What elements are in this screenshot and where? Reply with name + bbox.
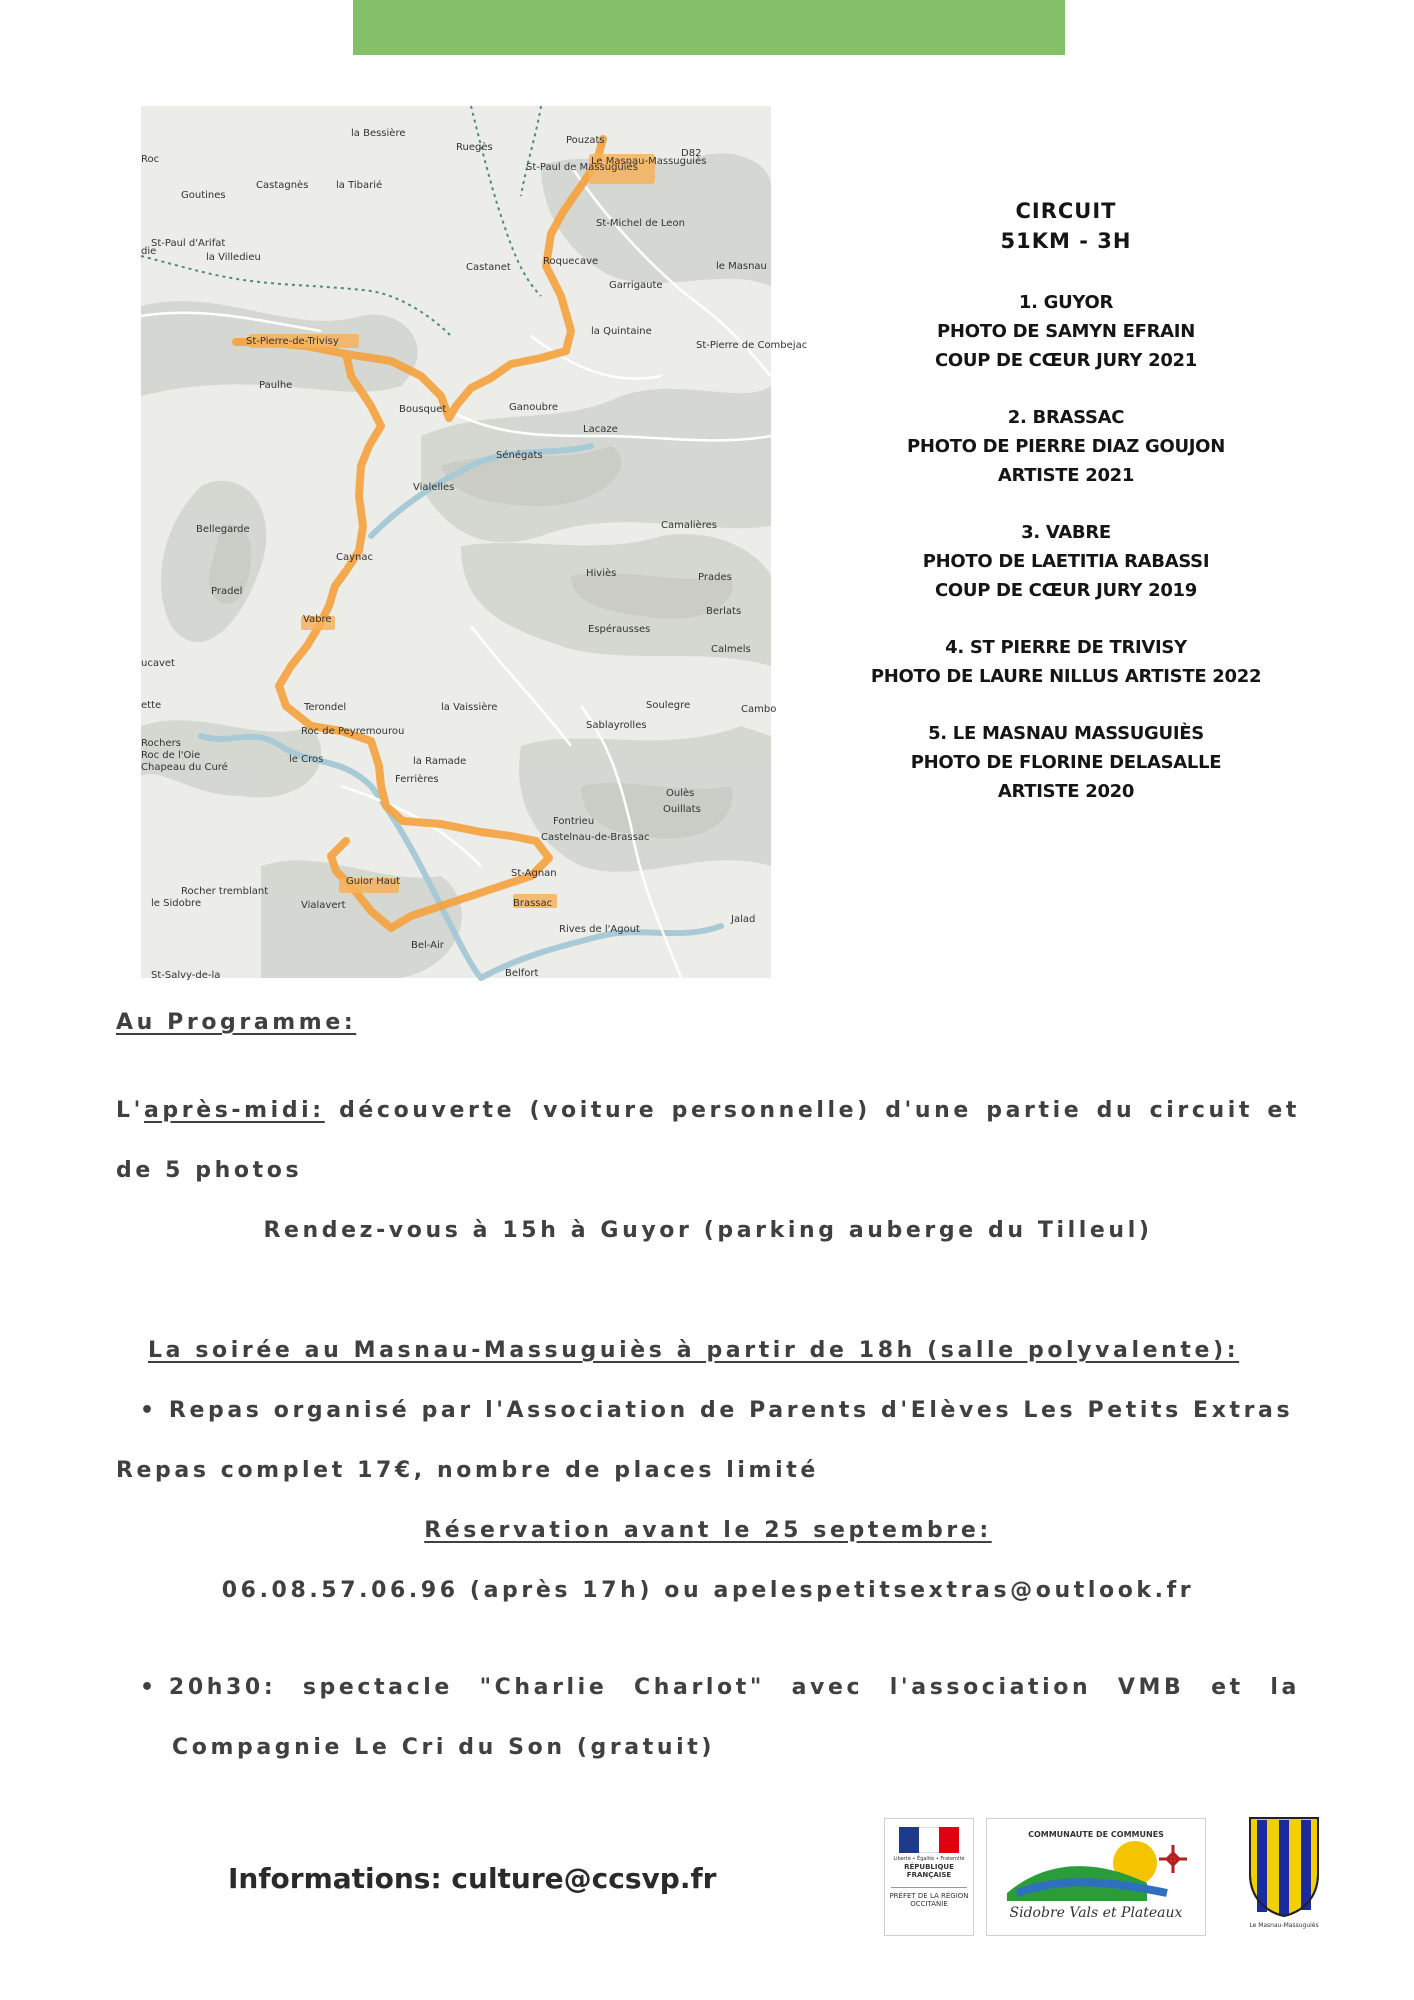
stop-photo: PHOTO DE SAMYN EFRAIN (937, 321, 1195, 342)
circuit-stop-5 (836, 719, 1296, 806)
map-place-label: Rives de l'Agout (559, 924, 640, 935)
masnau-coat-of-arms (1244, 1814, 1324, 1938)
show-word: avec (791, 1675, 864, 1700)
informations-line: Informations: culture@ccsvp.fr (228, 1862, 717, 1895)
show-word: • 20h30: (140, 1675, 277, 1700)
map-place-label: Ferrières (395, 774, 439, 785)
stop-name: 5. LE MASNAU MASSUGUIÈS (928, 723, 1204, 744)
map-place-label: Ganoubre (509, 402, 559, 413)
map-place-label: Chapeau du Curé (141, 762, 228, 773)
map-place-label: Bel-Air (411, 940, 444, 951)
reservation-line (116, 1518, 1300, 1543)
circuit-list (836, 196, 1296, 806)
map-place-label: la Bessière (351, 128, 406, 139)
ccsvp-name: Sidobre Vals et Plateaux (1009, 1905, 1183, 1921)
show-word: VMB (1117, 1675, 1185, 1700)
map-place-label: le Masnau (716, 261, 767, 272)
show-word: Charlot" (634, 1675, 765, 1700)
map-place-label: ette (141, 700, 162, 711)
rf-name: RÉPUBLIQUE FRANÇAISE (904, 1863, 954, 1879)
map-place-label: Goutines (181, 190, 226, 201)
map-place-label: Espérausses (588, 624, 651, 635)
map-place-label: St-Pierre de Combejac (696, 340, 808, 351)
show-word: la (1270, 1675, 1300, 1700)
map-place-label: Sablayrolles (586, 720, 647, 731)
map-place-label: Vialavert (301, 900, 346, 911)
stop-name: 3. VABRE (1021, 522, 1111, 543)
afternoon-word: circuit (1149, 1098, 1254, 1123)
afternoon-prefix: L' (116, 1098, 144, 1123)
circuit-subtitle: 51KM - 3H (1000, 229, 1132, 253)
map-place-label: St-Agnan (511, 868, 557, 879)
map-place-label: la Villedieu (206, 252, 261, 263)
map-place-label: Paulhe (259, 380, 293, 391)
map-place-label: Soulegre (646, 700, 691, 711)
map-place-label: Rocher tremblant (181, 886, 269, 897)
stop-photo: PHOTO DE PIERRE DIAZ GOUJON (907, 436, 1225, 457)
afternoon-word: d'une (885, 1098, 972, 1123)
map-place-label: Castagnès (256, 180, 309, 191)
map-place-label: la Vaissière (441, 702, 498, 713)
afternoon-word: personnelle) (671, 1098, 871, 1123)
map-place-label: le Cros (289, 754, 324, 765)
map-place-label: Guior Haut (346, 876, 401, 887)
afternoon-word: et (1267, 1098, 1300, 1123)
evening-heading (148, 1338, 1268, 1363)
map-place-label: Sénégats (496, 450, 543, 461)
map-place-label: Prades (698, 572, 732, 583)
map-place-label: St-Paul d'Arifat (151, 238, 226, 249)
map-place-label: Berlats (706, 606, 742, 617)
stop-award: ARTISTE 2020 (997, 781, 1135, 802)
circuit-title: CIRCUIT (1015, 199, 1117, 223)
map-place-label: Fontrieu (553, 816, 595, 827)
republique-francaise-logo (884, 1818, 974, 1936)
map-place-label: Rochers (141, 738, 181, 749)
stop-award: ARTISTE 2021 (997, 465, 1135, 486)
map-place-label: Garrigaute (609, 280, 663, 291)
stop-name: 2. BRASSAC (1007, 407, 1125, 428)
map-place-label: Pouzats (566, 135, 605, 146)
stop-name: 1. GUYOR (1018, 292, 1114, 313)
map-place-label: Vabre (303, 614, 332, 625)
show-word: spectacle (302, 1675, 453, 1700)
ccsvp-top-text: COMMUNAUTE DE COMMUNES (1028, 1830, 1164, 1839)
map-place-label: Le Masnau-Massuguiès (591, 156, 707, 167)
afternoon-line-2: de 5 photos (116, 1158, 303, 1183)
show-line-1 (140, 1675, 1300, 1700)
map-place-label: Caynac (336, 552, 373, 563)
map-place-label: D82 (681, 148, 702, 159)
afternoon-word: découverte (339, 1098, 516, 1123)
sidobre-vals-plateaux-logo (986, 1818, 1206, 1936)
reservation-text: Réservation avant le 25 septembre: (424, 1518, 992, 1543)
top-green-bar (353, 0, 1065, 55)
meal-line-2: Repas complet 17€, nombre de places limité (116, 1458, 819, 1483)
map-place-label: la Tibarié (336, 180, 383, 191)
rf-motto: Liberté • Égalité • Fraternité (893, 1856, 965, 1862)
map-place-label: St-Pierre-de-Trivisy (246, 336, 339, 347)
stop-photo: PHOTO DE LAURE NILLUS ARTISTE 2022 (870, 666, 1262, 687)
stop-photo: PHOTO DE FLORINE DELASALLE (910, 752, 1222, 773)
rf-prefet: PRÉFET DE LA RÉGION OCCITANIE (889, 1892, 969, 1908)
rendezvous-line: Rendez-vous à 15h à Guyor (parking auberge du Tilleul) (263, 1218, 1153, 1243)
show-word: l'association (889, 1675, 1092, 1700)
map-place-label: Hiviès (586, 568, 617, 579)
show-line-2: Compagnie Le Cri du Son (gratuit) (172, 1735, 716, 1760)
afternoon-lead (116, 1098, 325, 1123)
afternoon-word: du (1096, 1098, 1136, 1123)
circuit-stop-2 (836, 403, 1296, 490)
map-place-label: Camalières (661, 520, 717, 531)
circuit-stop-3 (836, 518, 1296, 605)
map-place-label: Castelnau-de-Brassac (541, 832, 650, 843)
afternoon-word: (voiture (529, 1098, 658, 1123)
map-place-label: Roquecave (543, 256, 599, 267)
circuit-stop-4 (836, 633, 1296, 691)
evening-heading-text: La soirée au Masnau-Massuguiès à partir de 18h (salle polyvalente): (148, 1338, 1240, 1363)
stop-name: 4. ST PIERRE DE TRIVISY (945, 637, 1187, 658)
map-place-label: le Sidobre (151, 898, 202, 909)
map-place-label: Bellegarde (196, 524, 250, 535)
program-heading: Au Programme: (116, 1010, 357, 1035)
map-place-label: Bousquet (399, 404, 447, 415)
map-place-label: ucavet (141, 658, 175, 669)
stop-photo: PHOTO DE LAETITIA RABASSI (922, 551, 1210, 572)
map-place-label: Jalad (731, 914, 756, 925)
map-place-label: Pradel (211, 586, 243, 597)
map-place-label: Castanet (466, 262, 511, 273)
afternoon-line-1 (116, 1098, 1300, 1123)
map-place-label: Calmels (711, 644, 751, 655)
circuit-map (141, 106, 808, 981)
map-place-label: Brassac (513, 898, 553, 909)
show-word: et (1211, 1675, 1244, 1700)
masnau-label: Le Masnau-Massuguiès (1249, 1922, 1319, 1929)
stop-award: COUP DE CŒUR JURY 2019 (934, 580, 1198, 601)
shield-icon (1244, 1814, 1324, 1918)
map-place-label: Terondel (304, 702, 347, 713)
circuit-stop-1 (836, 288, 1296, 375)
map-place-label: Roc de Peyremourou (301, 726, 405, 737)
map-place-label: St-Michel de Leon (596, 218, 685, 229)
map-place-label: la Ramade (413, 756, 467, 767)
map-place-label: Lacaze (583, 424, 618, 435)
map-place-label: Roc (141, 154, 160, 165)
map-place-label: Cambo (741, 704, 777, 715)
map-place-label: Oulès (666, 788, 695, 799)
map-place-label: la Quintaine (591, 326, 652, 337)
map-place-label: die (141, 246, 157, 257)
map-place-label: Vialelles (413, 482, 455, 493)
map-place-label: St-Salvy-de-la (151, 970, 221, 981)
map-place-label: Belfort (505, 968, 539, 979)
map-place-label: Ouillats (663, 804, 701, 815)
meal-line-1: • Repas organisé par l'Association de Parents d'Elèves Les Petits Extras (140, 1398, 1294, 1423)
afternoon-word: partie (986, 1098, 1083, 1123)
map-place-label: St-Paul de Massuguiès (526, 162, 638, 173)
stop-award: COUP DE CŒUR JURY 2021 (934, 350, 1198, 371)
map-place-label: Ruegès (456, 142, 493, 153)
sun-hills-icon (987, 1839, 1205, 1901)
contact-line: 06.08.57.06.96 (après 17h) ou apelespetitsextras@outlook.fr (221, 1578, 1195, 1603)
afternoon-label: après-midi: (143, 1098, 325, 1123)
marianne-flag-icon (899, 1827, 959, 1853)
show-word: "Charlie (479, 1675, 608, 1700)
map-place-label: Roc de l'Oie (141, 750, 201, 761)
